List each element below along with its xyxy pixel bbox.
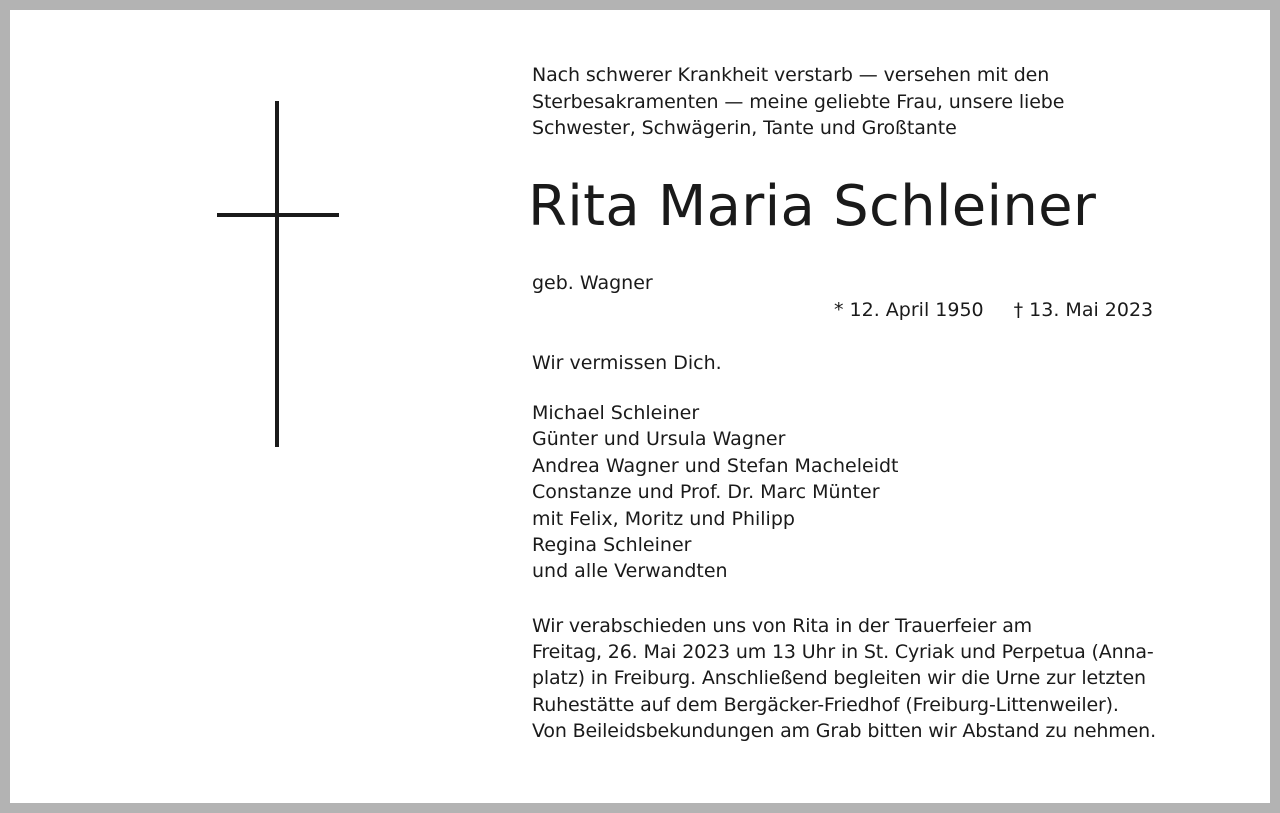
- mourners-list: [532, 400, 899, 585]
- mourner-item: mit Felix, Moritz und Philipp: [532, 507, 795, 530]
- mourner-item: Michael Schleiner: [532, 402, 700, 424]
- intro-text: Nach schwerer Krankheit verstarb — versehen mit den Sterbesakramenten — meine geliebte Frau, unsere liebe Schwester, Schwägerin, Tante und Großtante: [532, 64, 1065, 139]
- life-dates: [834, 297, 1153, 323]
- mourner-item: Andrea Wagner und Stefan Macheleidt: [532, 454, 899, 477]
- deceased-name: Rita Maria Schleiner: [528, 174, 1097, 239]
- birth-date: * 12. April 1950: [834, 299, 984, 321]
- death-date: † 13. Mai 2023: [1013, 299, 1154, 321]
- cross-vertical-bar: [275, 101, 279, 447]
- maiden-name: geb. Wagner: [532, 272, 653, 294]
- mourner-item: Regina Schleiner: [532, 534, 692, 557]
- message-text: Wir vermissen Dich.: [532, 352, 722, 374]
- mourner-item: Günter und Ursula Wagner: [532, 428, 786, 451]
- mourner-item: Constanze und Prof. Dr. Marc Münter: [532, 481, 880, 504]
- farewell-text: Wir verabschieden uns von Rita in der Trauerfeier am Freitag, 26. Mai 2023 um 13 Uhr in St. Cyriak und Perpetua (Anna- platz) in Freiburg. Anschließend begleiten wir die Urne zur letzten Ruhestätte auf dem Bergäcker-Friedhof (Freiburg-Littenweiler). Von Beileidsbekundungen am Grab bitten wir Abstand zu nehmen.: [532, 615, 1156, 742]
- mourner-item: und alle Verwandten: [532, 560, 728, 583]
- cross-horizontal-bar: [217, 213, 339, 217]
